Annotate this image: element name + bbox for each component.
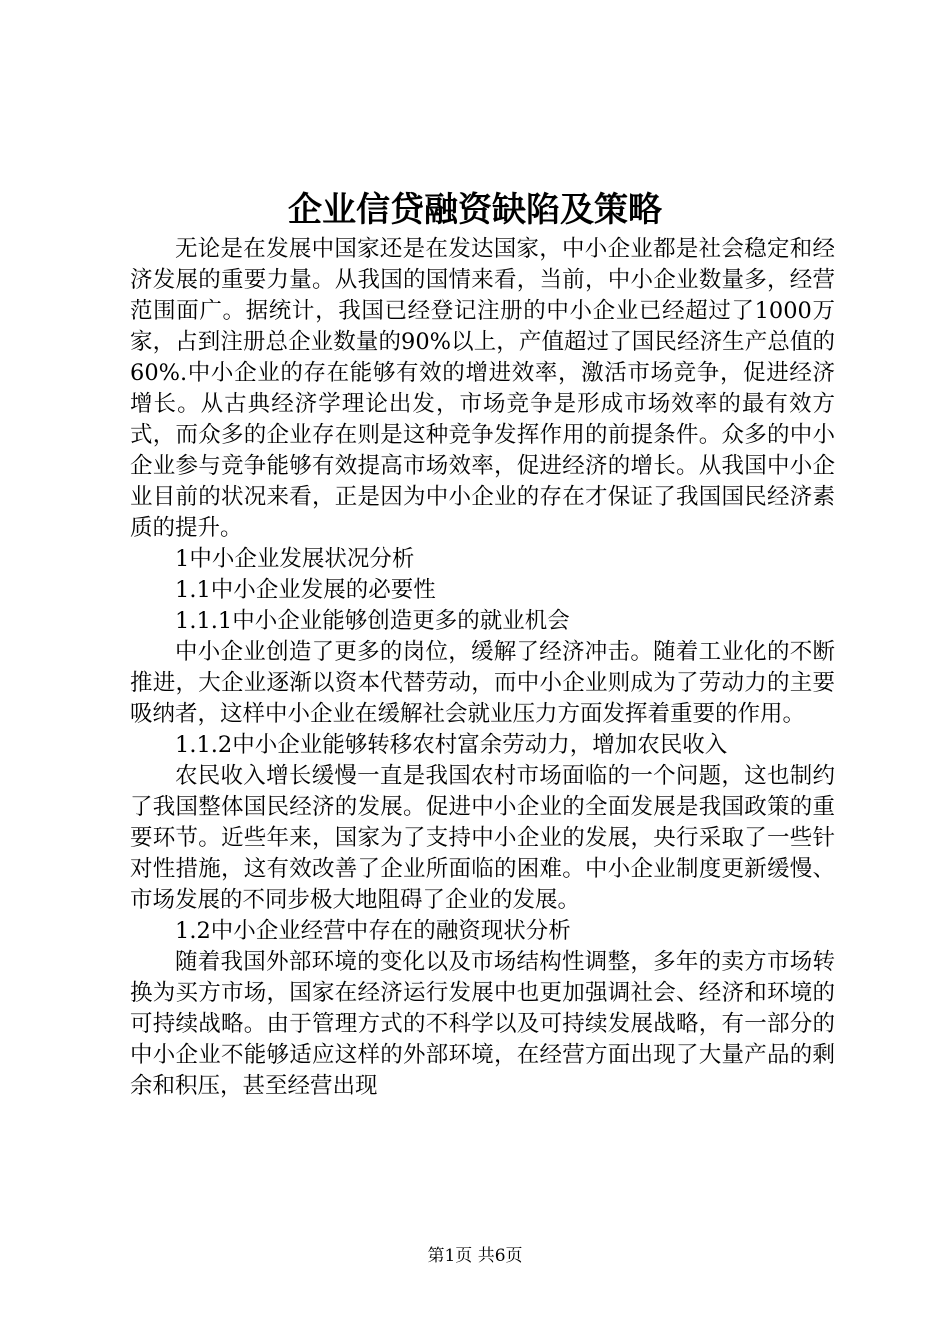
section-heading-1: 1中小企业发展状况分析 (175, 546, 415, 572)
section-heading-1-1-1: 1.1.1中小企业能够创造更多的就业机会 (175, 608, 570, 634)
page-footer: 第1页 共6页 (427, 1246, 523, 1266)
paragraph-farmer-income: 农民收入增长缓慢一直是我国农村市场面临的一个问题，这也制约了我国整体国民经济的发展。促进中小企业的全面发展是我国政策的重要环节。近些年来，国家为了支持中小企业的发展，央行采取了一些针对性措施，这有效改善了企业所面临的困难。中小企业制度更新缓慢、市场发展的不同步极大地阻碍了企业的发展。 (130, 763, 835, 913)
paragraph-employment: 中小企业创造了更多的岗位，缓解了经济冲击。随着工业化的不断推进，大企业逐渐以资本代替劳动，而中小企业则成为了劳动力的主要吸纳者，这样中小企业在缓解社会就业压力方面发挥着重要的作用。 (130, 639, 835, 727)
section-heading-1-1-2: 1.1.2中小企业能够转移农村富余劳动力，增加农民收入 (175, 732, 728, 758)
section-heading-1-2: 1.2中小企业经营中存在的融资现状分析 (175, 918, 571, 944)
document-body (130, 234, 835, 1102)
paragraph-financing-status: 随着我国外部环境的变化以及市场结构性调整，多年的卖方市场转换为买方市场，国家在经济运行发展中也更加强调社会、经济和环境的可持续战略。由于管理方式的不科学以及可持续发展战略，有一部分的中小企业不能够适应这样的外部环境，在经营方面出现了大量产品的剩余和积压，甚至经营出现 (130, 949, 835, 1099)
paragraph-intro: 无论是在发展中国家还是在发达国家，中小企业都是社会稳定和经济发展的重要力量。从我国的国情来看，当前，中小企业数量多，经营范围面广。据统计，我国已经登记注册的中小企业已经超过了1000万家，占到注册总企业数量的90%以上，产值超过了国民经济生产总值的60%.中小企业的存在能够有效的增进效率，激活市场竞争，促进经济增长。从古典经济学理论出发，市场竞争是形成市场效率的最有效方式，而众多的企业存在则是这种竞争发挥作用的前提条件。众多的中小企业参与竞争能够有效提高市场效率，促进经济的增长。从我国中小企业目前的状况来看，正是因为中小企业的存在才保证了我国国民经济素质的提升。 (130, 236, 835, 541)
section-heading-1-1: 1.1中小企业发展的必要性 (175, 577, 436, 603)
document-title: 企业信贷融资缺陷及策略 (288, 190, 662, 230)
